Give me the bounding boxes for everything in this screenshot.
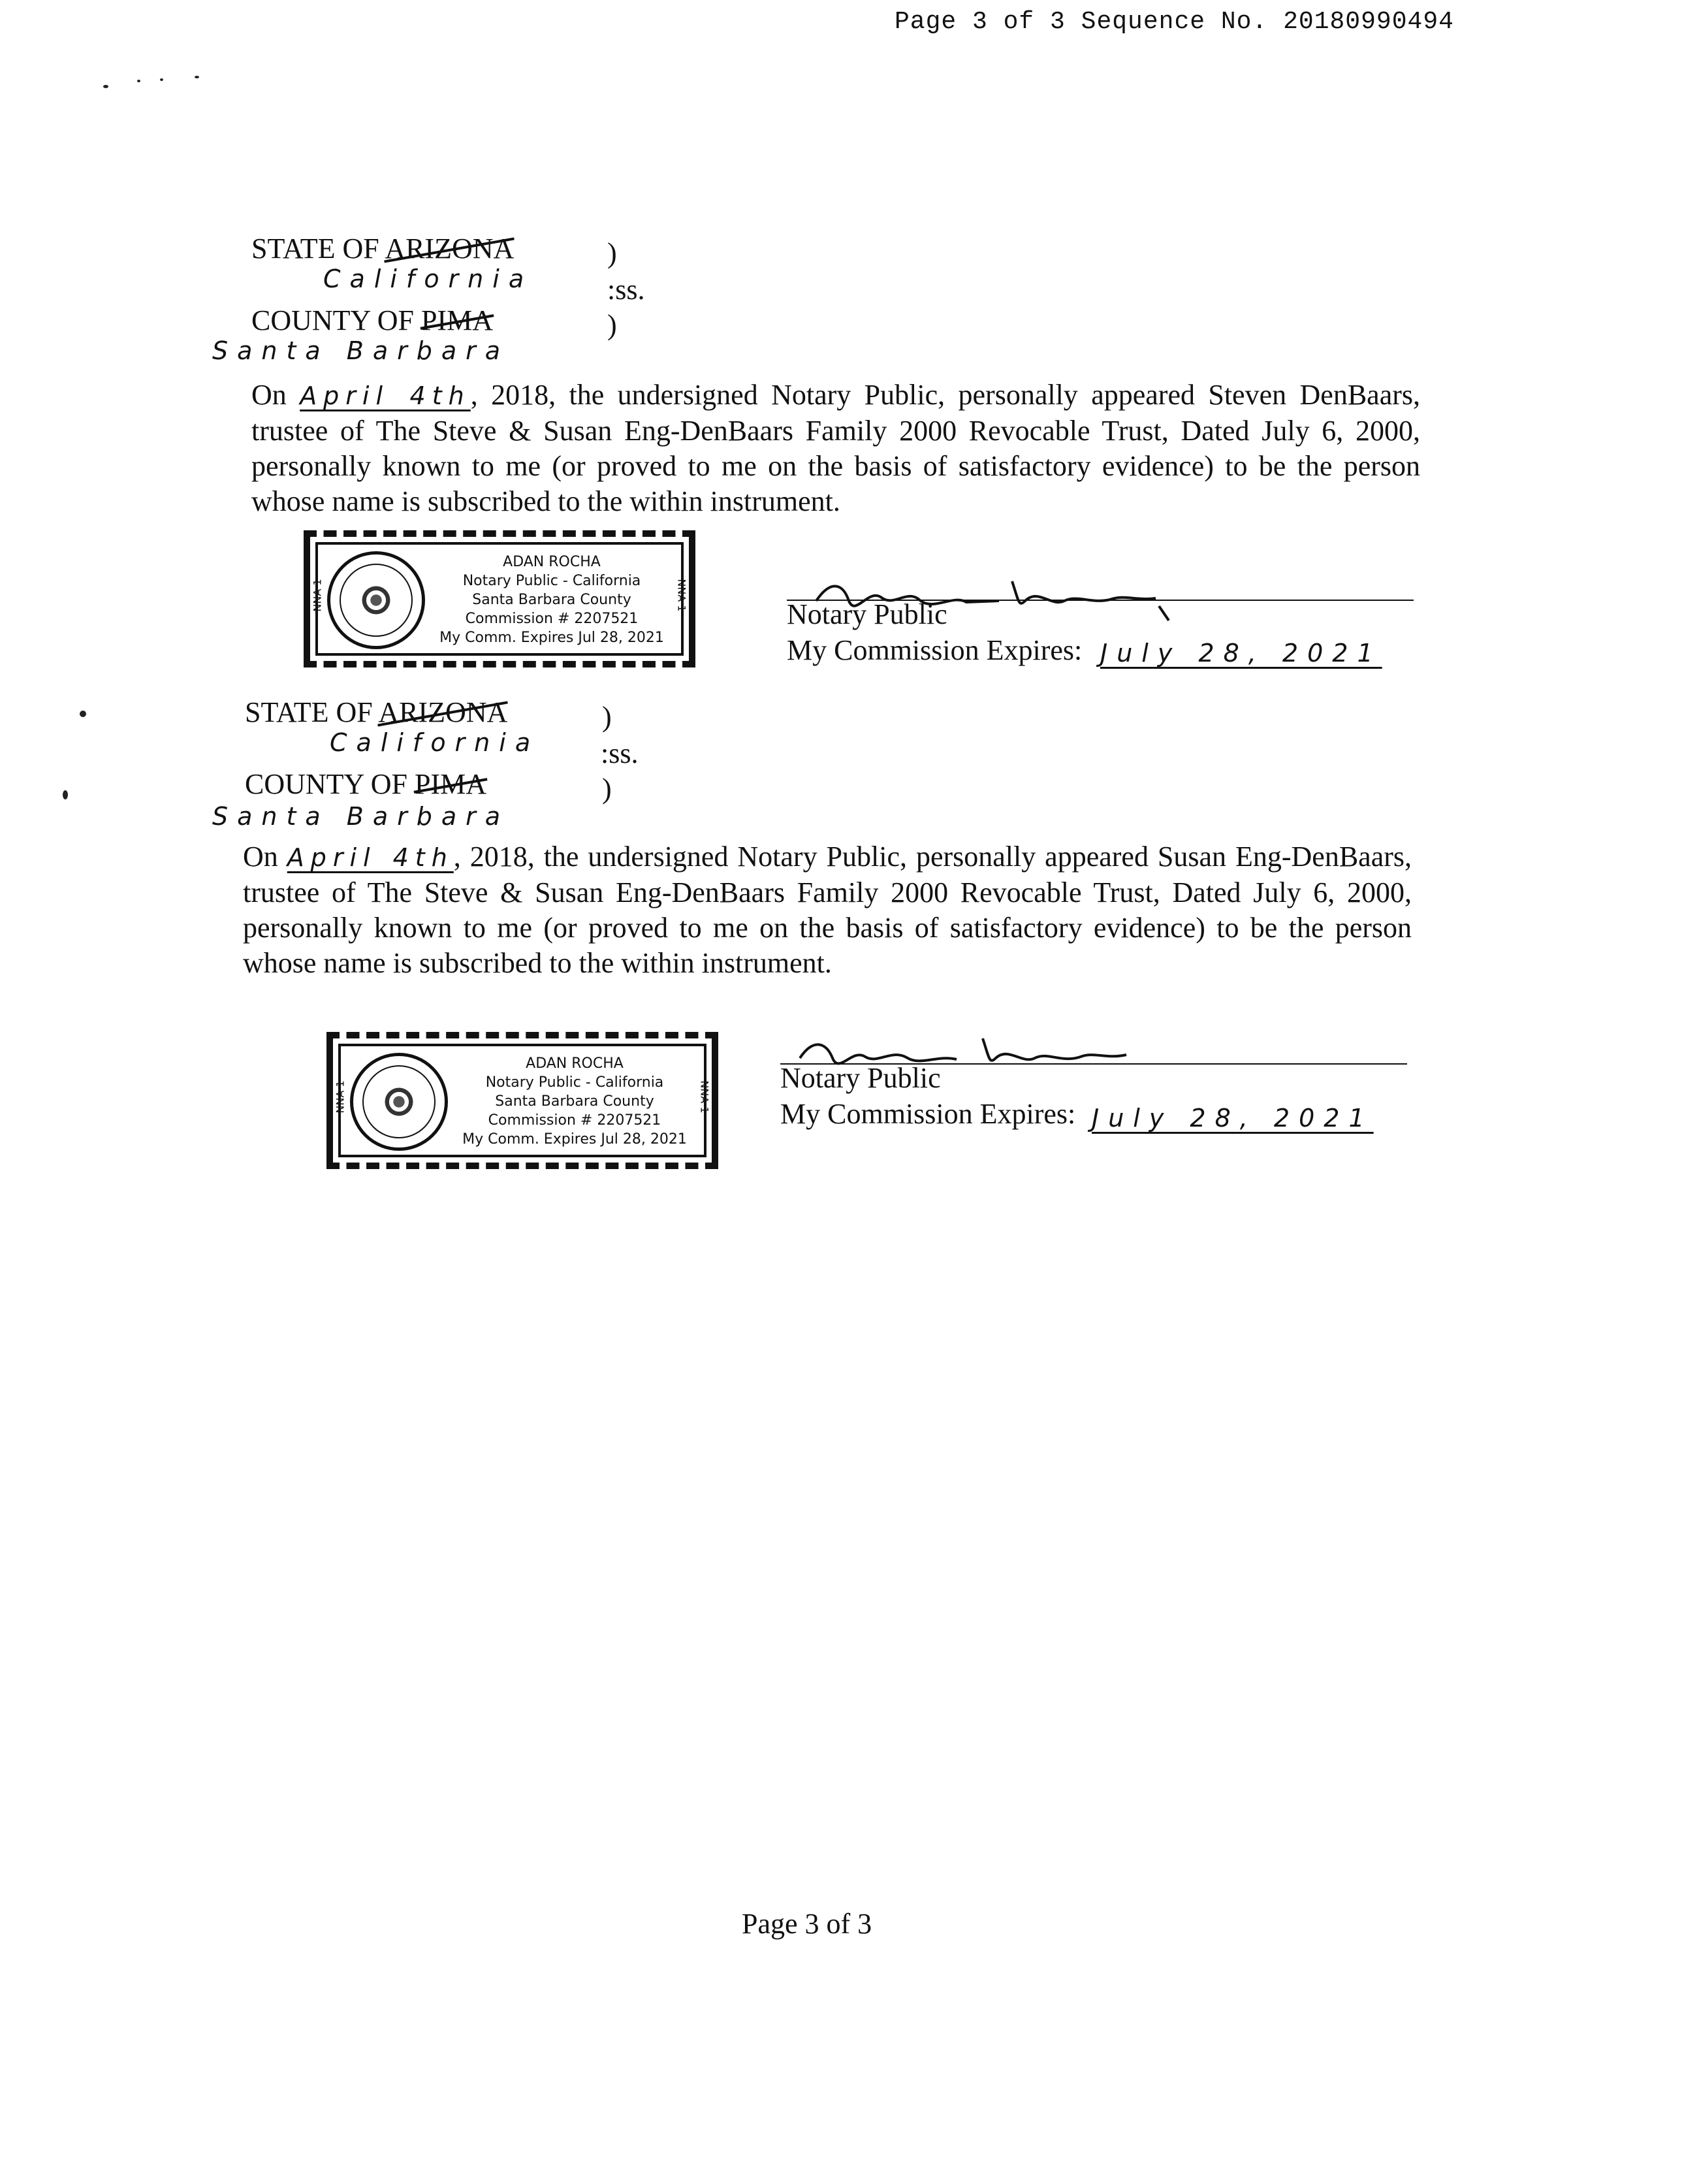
stamp-county: Santa Barbara County (495, 1093, 654, 1110)
ss-marker: :ss. (601, 737, 639, 769)
stamp-side-label: NNA 1 (675, 579, 688, 612)
scan-speck (137, 80, 140, 82)
scan-speck (195, 76, 199, 78)
scan-speck (63, 790, 68, 799)
notary-public-label: Notary Public (787, 598, 947, 630)
on-label: On (251, 379, 287, 411)
notary-public-label: Notary Public (780, 1062, 941, 1094)
page-header: Page 3 of 3 Sequence No. 20180990494 (895, 8, 1454, 36)
california-seal-icon (327, 551, 425, 649)
stamp-text (457, 1054, 692, 1149)
on-label: On (243, 841, 278, 873)
state-label: STATE OF (245, 696, 373, 728)
state-line (251, 232, 514, 265)
stamp-side-label: NNA 1 (311, 579, 324, 612)
handwritten-state: California (330, 728, 540, 757)
notary-stamp (326, 1032, 718, 1169)
acknowledgment-body: , 2018, the undersigned Notary Public, personally appeared Steven DenBaars, trustee of The Steve & Susan Eng-DenBaars Family 2000 Revocable Trust, Dated July 6, 2000, personally known to me (or proved to me on the basis of satisfactory evidence) to be the person whose name is subscribed to the within instrument. (251, 379, 1421, 517)
paren-top: ) (607, 237, 617, 269)
stamp-commission-number: Commission # 2207521 (465, 611, 639, 627)
notary-stamp (304, 530, 695, 667)
county-line (251, 304, 493, 337)
scan-speck (160, 78, 163, 81)
commission-expires-label: My Commission Expires: (780, 1098, 1076, 1130)
handwritten-state: California (323, 265, 533, 293)
struck-state-name: ARIZONA (385, 233, 515, 265)
stamp-notary-name: ADAN ROCHA (503, 554, 601, 570)
stamp-commission-number: Commission # 2207521 (488, 1112, 661, 1129)
stamp-county: Santa Barbara County (472, 592, 631, 608)
county-label: COUNTY OF (251, 304, 414, 336)
handwritten-expiration: July 28, 2021 (1092, 1104, 1374, 1132)
stamp-text (434, 553, 669, 647)
acknowledgment-paragraph (251, 377, 1420, 519)
struck-county-name: PIMA (420, 304, 493, 336)
california-seal-icon (350, 1053, 448, 1151)
paren-bottom: ) (607, 309, 617, 341)
scan-speck (80, 711, 86, 717)
struck-county-name: PIMA (414, 768, 486, 800)
stamp-notary-title: Notary Public - California (485, 1074, 664, 1091)
stamp-side-label: NNA 1 (334, 1080, 347, 1114)
handwritten-county: Santa Barbara (212, 336, 510, 365)
acknowledgment-body: , 2018, the undersigned Notary Public, personally appeared Susan Eng-DenBaars, trustee of The Steve & Susan Eng-DenBaars Family 2000 Revocable Trust, Dated July 6, 2000, personally known to me (or proved to me on the basis of satisfactory evidence) to be the person whose name is subscribed to the within instrument. (243, 841, 1412, 979)
stamp-expiration: My Comm. Expires Jul 28, 2021 (439, 630, 664, 646)
stamp-notary-name: ADAN ROCHA (526, 1055, 624, 1072)
commission-expires-label: My Commission Expires: (787, 634, 1083, 666)
struck-state-name: ARIZONA (378, 696, 508, 728)
stamp-notary-title: Notary Public - California (462, 573, 641, 589)
page-footer: Page 3 of 3 (742, 1908, 872, 1940)
paren-top: ) (602, 701, 612, 733)
state-line (245, 696, 507, 729)
state-label: STATE OF (251, 233, 379, 265)
acknowledgment-paragraph (243, 839, 1412, 981)
stamp-expiration: My Comm. Expires Jul 28, 2021 (462, 1131, 687, 1148)
ss-marker: :ss. (607, 274, 645, 306)
county-label: COUNTY OF (245, 768, 407, 800)
paren-bottom: ) (602, 773, 612, 805)
handwritten-expiration: July 28, 2021 (1100, 639, 1382, 667)
handwritten-county: Santa Barbara (212, 802, 510, 831)
handwritten-date: April 4th (300, 381, 471, 410)
scan-speck (103, 85, 108, 88)
stamp-side-label: NNA 1 (698, 1080, 711, 1114)
county-line (245, 767, 486, 801)
handwritten-date: April 4th (287, 843, 454, 872)
